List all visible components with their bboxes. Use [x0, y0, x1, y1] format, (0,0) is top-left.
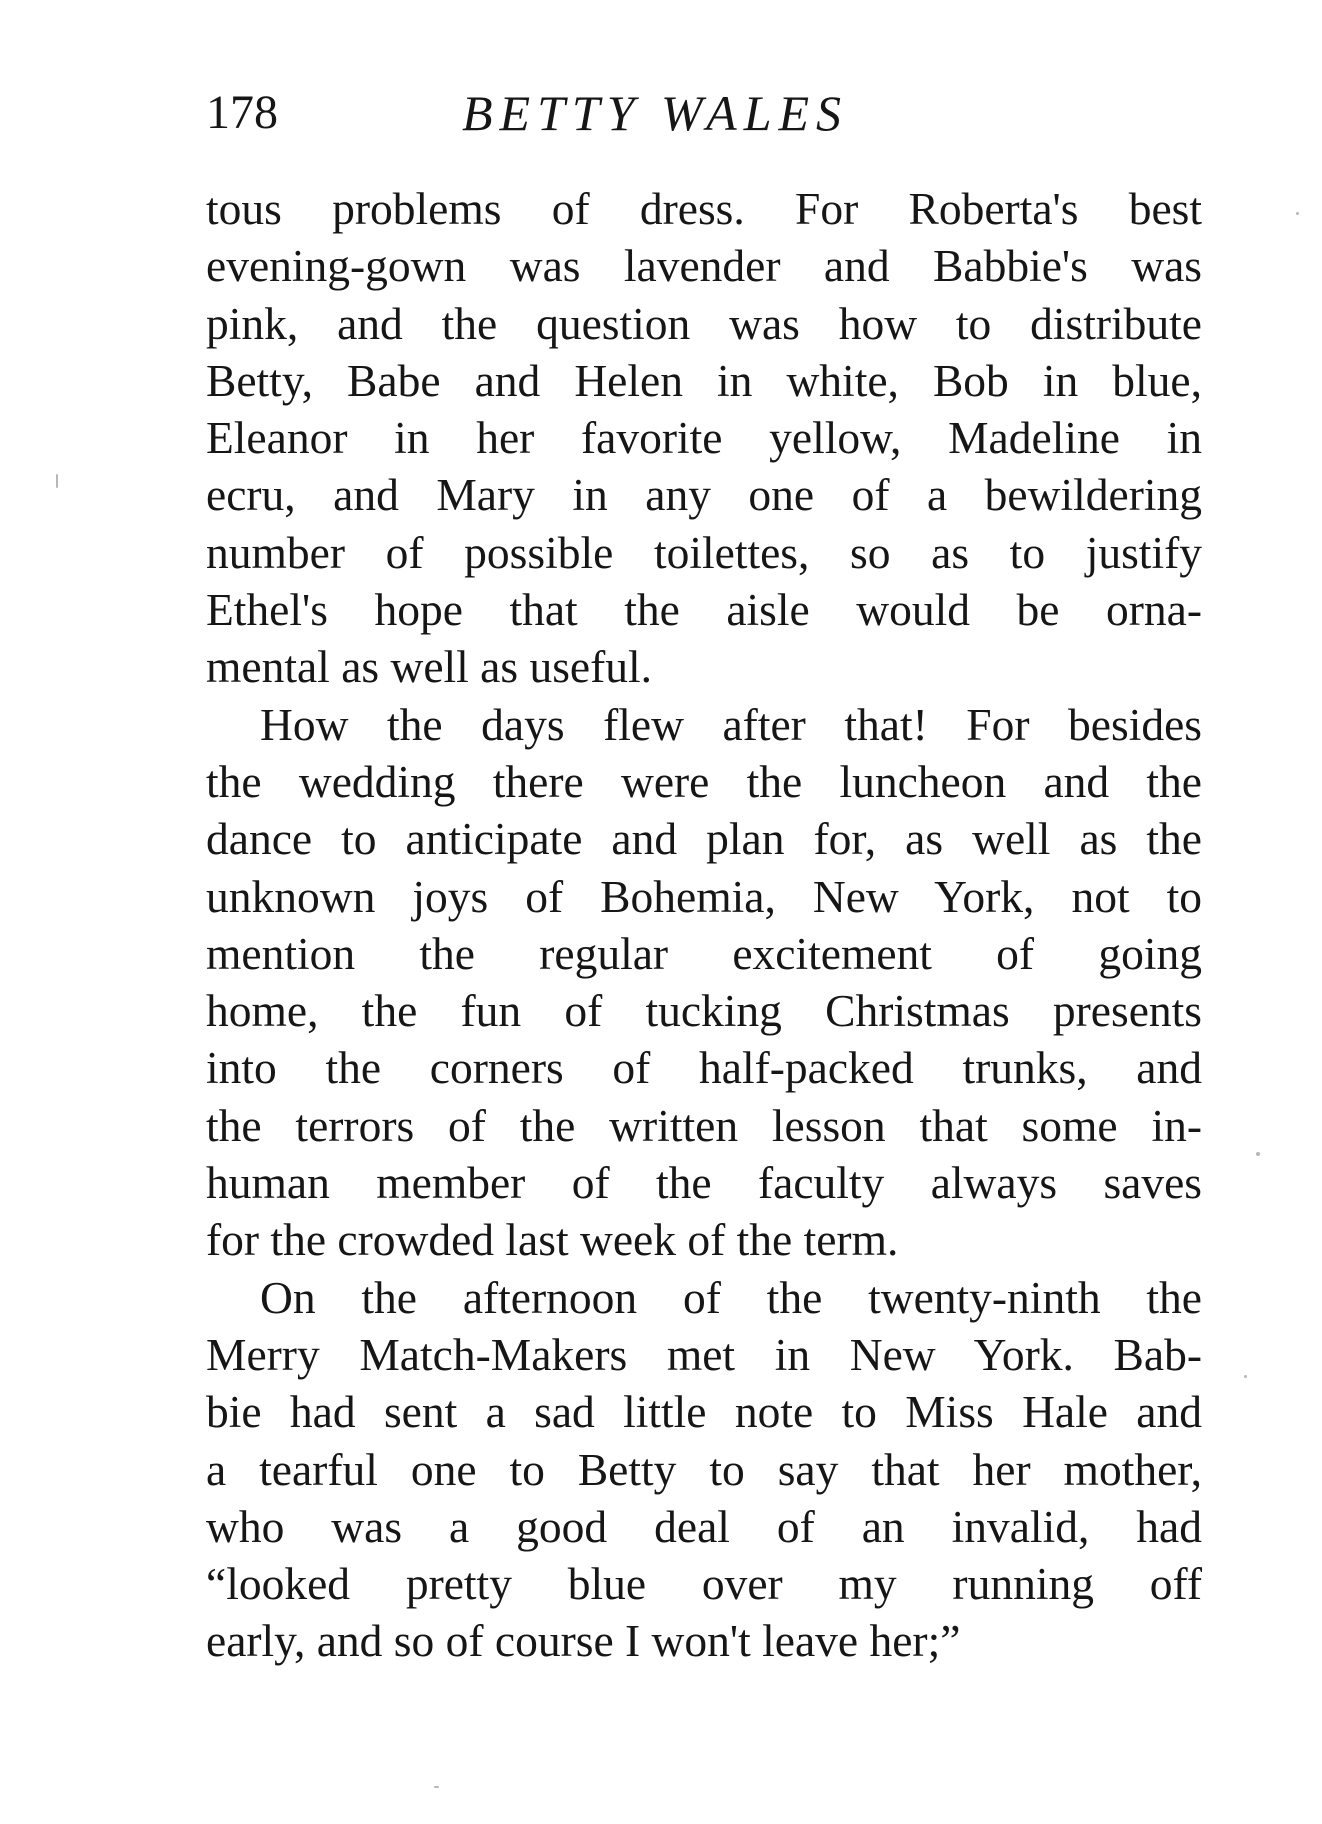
text-line: for the crowded last week of the term.: [206, 1214, 899, 1266]
paragraph: [206, 696, 1202, 1269]
text-line: On the afternoon of the twenty-ninth the: [260, 1271, 1202, 1323]
text-line: tous problems of dress. For Roberta's best: [206, 183, 1202, 234]
paper-speck: [56, 474, 58, 488]
running-head: [206, 78, 1206, 148]
text-line: human member of the faculty always saves: [206, 1157, 1202, 1209]
body-text: [206, 180, 1202, 1670]
paper-speck: [1296, 212, 1299, 215]
text-line: dance to anticipate and plan for, as well as the: [206, 813, 1202, 865]
paper-speck: [434, 1786, 439, 1788]
text-line: the terrors of the written lesson that some in-: [206, 1099, 1202, 1151]
text-line: mention the regular excitement of going: [206, 927, 1202, 979]
text-line: unknown joys of Bohemia, New York, not to: [206, 870, 1202, 922]
text-line: How the days flew after that! For besides: [260, 698, 1202, 750]
text-line: a tearful one to Betty to say that her mother,: [206, 1443, 1202, 1495]
page-number: 178: [206, 86, 278, 139]
text-line: early, and so of course I won't leave her;”: [206, 1615, 961, 1667]
text-line: “looked pretty blue over my running off: [206, 1558, 1202, 1610]
text-line: who was a good deal of an invalid, had: [206, 1500, 1202, 1552]
running-title: BETTY WALES: [462, 85, 849, 141]
paragraph: [206, 1269, 1202, 1670]
text-line: home, the fun of tucking Christmas presents: [206, 985, 1202, 1037]
paragraph: [206, 180, 1202, 696]
text-line: Betty, Babe and Helen in white, Bob in blue,: [206, 354, 1202, 406]
text-line: pink, and the question was how to distribute: [206, 297, 1202, 349]
text-line: bie had sent a sad little note to Miss Hale and: [206, 1386, 1202, 1438]
text-line: Ethel's hope that the aisle would be orna-: [206, 584, 1202, 636]
text-line: evening-gown was lavender and Babbie's was: [206, 240, 1202, 292]
text-line: into the corners of half-packed trunks, and: [206, 1042, 1202, 1094]
text-line: ecru, and Mary in any one of a bewildering: [206, 469, 1202, 521]
text-line: Eleanor in her favorite yellow, Madeline in: [206, 412, 1202, 464]
paper-speck: [1244, 1375, 1247, 1378]
text-line: the wedding there were the luncheon and the: [206, 755, 1202, 807]
text-line: number of possible toilettes, so as to justify: [206, 526, 1202, 578]
text-line: mental as well as useful.: [206, 641, 653, 693]
text-line: Merry Match-Makers met in New York. Bab-: [206, 1328, 1202, 1380]
paper-speck: [1256, 1152, 1260, 1156]
